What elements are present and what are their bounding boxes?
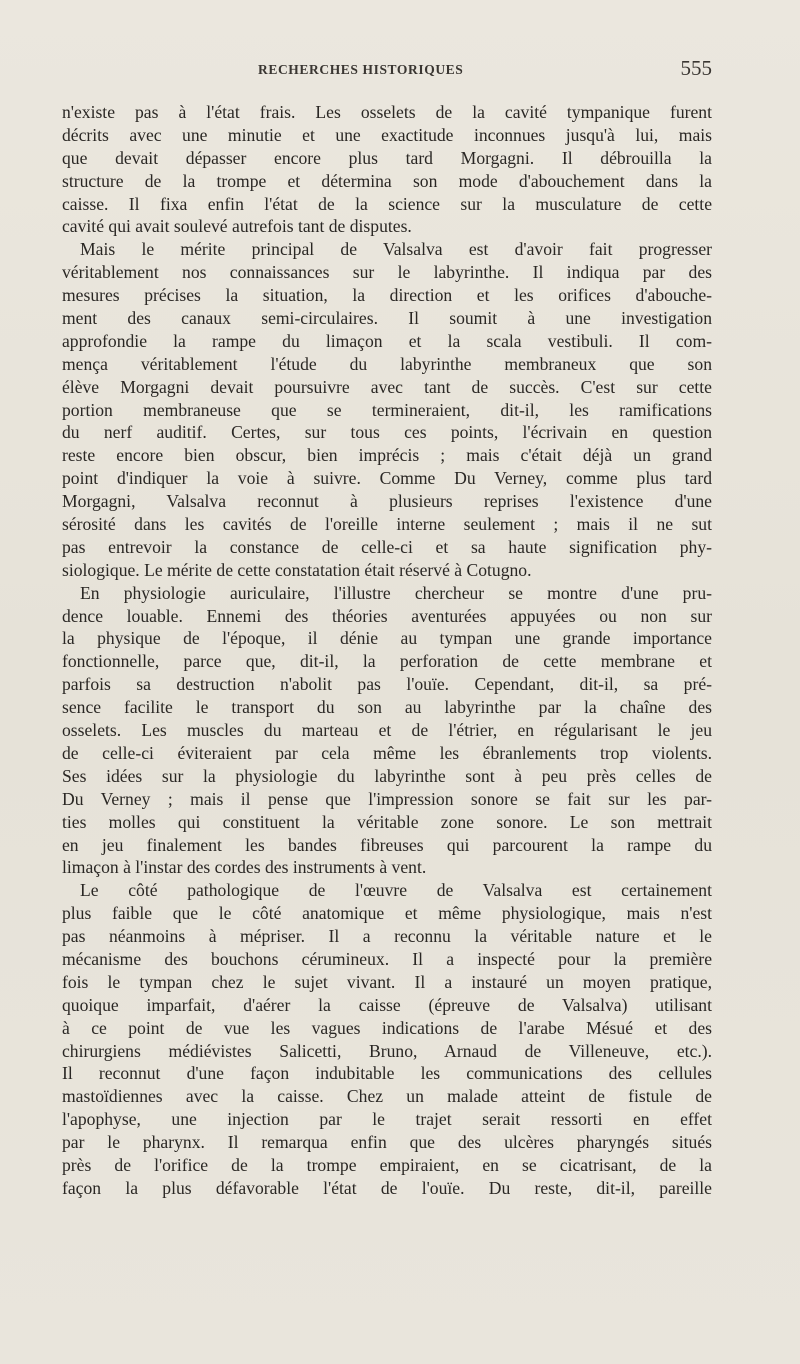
page-number: 555 (680, 56, 712, 80)
text-line: cavité qui avait soulevé autrefois tant de disputes. (62, 216, 412, 237)
running-title: RECHERCHES HISTORIQUES (258, 62, 464, 77)
text-line: de celle-ci éviteraient par cela même les ébranlements trop violents. (62, 742, 712, 763)
text-line: Morgagni, Valsalva reconnut à plusieurs reprises l'existence d'une (62, 491, 712, 512)
text-line: pas néanmoins à mépriser. Il a reconnu la véritable nature et le (62, 926, 712, 947)
text-line: par le pharynx. Il remarqua enfin que des ulcères pharyngés situés (62, 1132, 712, 1153)
text-line: parfois sa destruction n'abolit pas l'ouïe. Cependant, dit-il, sa pré- (62, 674, 712, 695)
text-line: approfondie la rampe du limaçon et la scala vestibuli. Il com- (62, 330, 712, 351)
text-line: ment des canaux semi-circulaires. Il soumit à une investigation (62, 308, 712, 329)
text-line: mença véritablement l'étude du labyrinthe membraneux que son (62, 353, 712, 374)
body-text (62, 101, 712, 1200)
text-line: caisse. Il fixa enfin l'état de la science sur la musculature de cette (62, 193, 712, 214)
text-line: mécanisme des bouchons cérumineux. Il a inspecté pour la première (62, 948, 712, 969)
text-line: limaçon à l'instar des cordes des instruments à vent. (62, 857, 427, 878)
text-line: Ses idées sur la physiologie du labyrinthe sont à peu près celles de (62, 765, 712, 786)
text-line: portion membraneuse que se termineraient, dit-il, les ramifications (62, 399, 712, 420)
text-line: du nerf auditif. Certes, sur tous ces points, l'écrivain en question (62, 422, 712, 443)
text-line: mastoïdiennes avec la caisse. Chez un malade atteint de fistule de (62, 1086, 712, 1107)
text-line: point d'indiquer la voie à suivre. Comme Du Verney, comme plus tard (62, 468, 712, 489)
text-line: Mais le mérite principal de Valsalva est d'avoir fait progresser (80, 239, 712, 260)
running-header (62, 56, 712, 86)
text-line: Il reconnut d'une façon indubitable les communications des cellules (62, 1063, 712, 1084)
text-line: fois le tympan chez le sujet vivant. Il a instauré un moyen pratique, (62, 971, 712, 992)
text-line: à ce point de vue les vagues indications de l'arabe Mésué et des (62, 1017, 712, 1038)
text-line: la physique de l'époque, il dénie au tympan une grande importance (62, 628, 712, 649)
text-line: façon la plus défavorable l'état de l'ouïe. Du reste, dit-il, pareille (62, 1177, 712, 1198)
text-line: près de l'orifice de la trompe empiraient, en se cicatrisant, de la (62, 1154, 712, 1175)
text-line: mesures précises la situation, la direction et les orifices d'abouche- (62, 285, 712, 306)
text-line: osselets. Les muscles du marteau et de l'étrier, en régularisant le jeu (62, 720, 712, 741)
text-line: reste encore bien obscur, bien imprécis ; mais c'était déjà un grand (62, 445, 712, 466)
text-line: véritablement nos connaissances sur le labyrinthe. Il indiqua par des (62, 262, 712, 283)
text-line: en jeu finalement les bandes fibreuses qui parcourent la rampe du (62, 834, 712, 855)
text-line: l'apophyse, une injection par le trajet serait ressorti en effet (62, 1109, 712, 1130)
text-line: Du Verney ; mais il pense que l'impression sonore se fait sur les par- (62, 788, 712, 809)
text-line: décrits avec une minutie et une exactitude inconnues jusqu'à lui, mais (62, 124, 712, 145)
text-line: n'existe pas à l'état frais. Les osselets de la cavité tympanique furent (62, 102, 712, 122)
text-line: pas entrevoir la constance de celle-ci et sa haute signification phy- (62, 536, 712, 557)
text-line: fonctionnelle, parce que, dit-il, la perforation de cette membrane et (62, 651, 712, 672)
text-line: sérosité dans les cavités de l'oreille interne seulement ; mais il ne sut (62, 514, 712, 535)
text-line: quoique imparfait, d'aérer la caisse (épreuve de Valsalva) utilisant (62, 994, 712, 1015)
text-line: Le côté pathologique de l'œuvre de Valsalva est certainement (80, 880, 712, 901)
text-line: élève Morgagni devait poursuivre avec tant de succès. C'est sur cette (62, 376, 712, 397)
text-line: structure de la trompe et détermina son mode d'abouchement dans la (62, 170, 712, 191)
text-line: ties molles qui constituent la véritable zone sonore. Le son mettrait (62, 811, 712, 832)
text-line: que devait dépasser encore plus tard Morgagni. Il débrouilla la (62, 147, 712, 168)
text-line: plus faible que le côté anatomique et même physiologique, mais n'est (62, 903, 712, 924)
text-line: sence facilite le transport du son au labyrinthe par la chaîne des (62, 697, 712, 718)
text-line: chirurgiens médiévistes Salicetti, Bruno, Arnaud de Villeneuve, etc.). (62, 1040, 712, 1061)
text-line: siologique. Le mérite de cette constatation était réservé à Cotugno. (62, 559, 532, 580)
text-line: En physiologie auriculaire, l'illustre chercheur se montre d'une pru- (80, 582, 712, 603)
text-line: dence louable. Ennemi des théories aventurées appuyées ou non sur (62, 605, 712, 626)
